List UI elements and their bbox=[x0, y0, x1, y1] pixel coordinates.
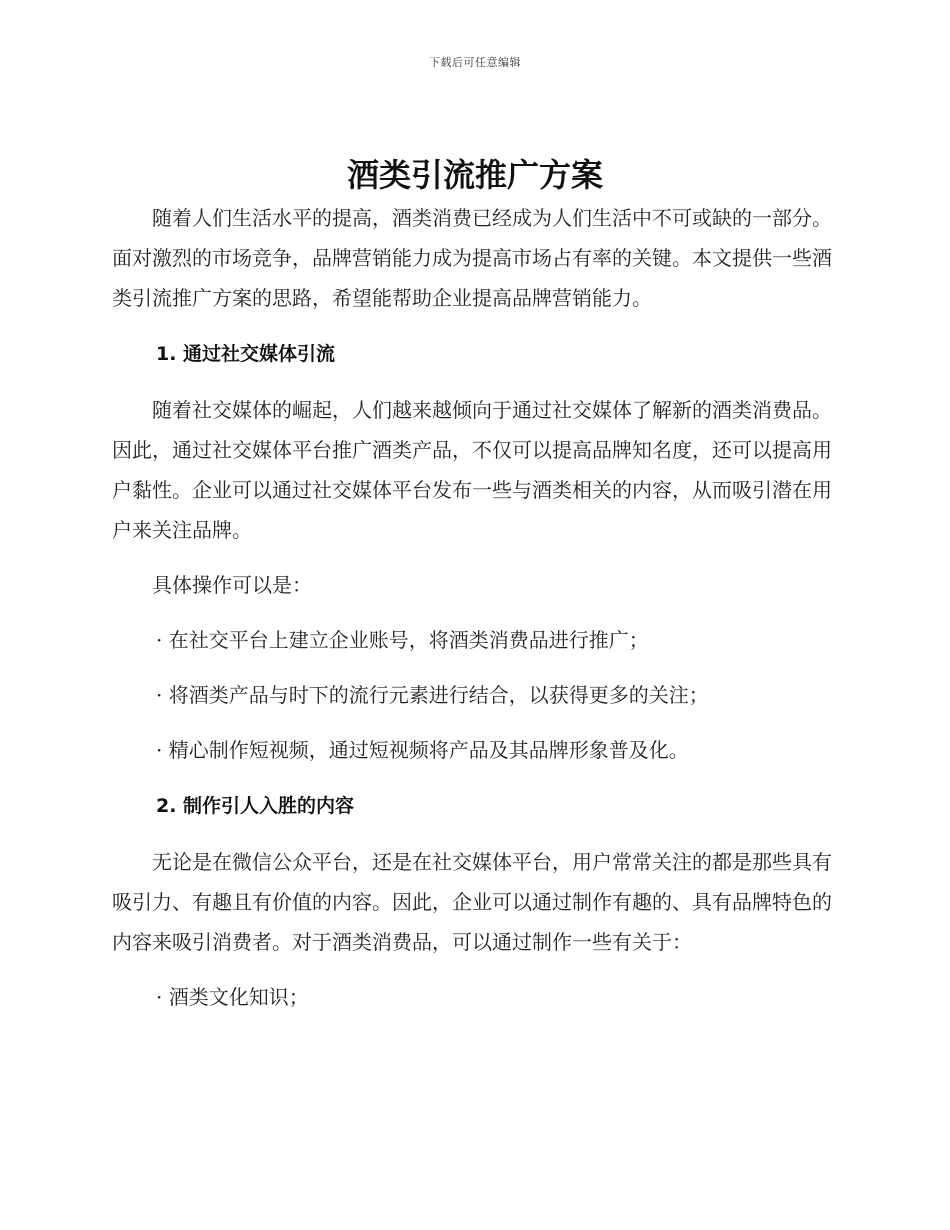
list-item: · 精心制作短视频，通过短视频将产品及其品牌形象普及化。 bbox=[156, 738, 689, 762]
list-item: · 将酒类产品与时下的流行元素进行结合，以获得更多的关注； bbox=[156, 683, 709, 707]
list-item: · 在社交平台上建立企业账号，将酒类消费品进行推广； bbox=[156, 628, 649, 652]
list-item: · 酒类文化知识； bbox=[156, 985, 309, 1009]
section-1-heading: 1. 通过社交媒体引流 bbox=[156, 343, 336, 365]
document-title: 酒类引流推广方案 bbox=[346, 156, 603, 194]
section-2-heading: 2. 制作引人入胜的内容 bbox=[156, 795, 355, 817]
document-body bbox=[112, 198, 832, 1017]
section-2-paragraph: 无论是在微信公众平台，还是在社交媒体平台，用户常常关注的都是那些具有吸引力、有趣且有价值的内容。因此，企业可以通过制作有趣的、具有品牌特色的内容来吸引消费者。对于酒类消费品，可以通过制作一些有关于： bbox=[112, 850, 832, 954]
section-1-lead: 具体操作可以是： bbox=[152, 573, 312, 597]
intro-paragraph: 随着人们生活水平的提高，酒类消费已经成为人们生活中不可或缺的一部分。面对激烈的市场竞争，品牌营销能力成为提高市场占有率的关键。本文提供一些酒类引流推广方案的思路，希望能帮助企业提高品牌营销能力。 bbox=[112, 206, 832, 310]
section-1-paragraph: 随着社交媒体的崛起，人们越来越倾向于通过社交媒体了解新的酒类消费品。因此，通过社交媒体平台推广酒类产品，不仅可以提高品牌知名度，还可以提高用户黏性。企业可以通过社交媒体平台发布一些与酒类相关的内容，从而吸引潜在用户来关注品牌。 bbox=[112, 398, 832, 542]
header-note: 下载后可任意编辑 bbox=[429, 56, 521, 69]
